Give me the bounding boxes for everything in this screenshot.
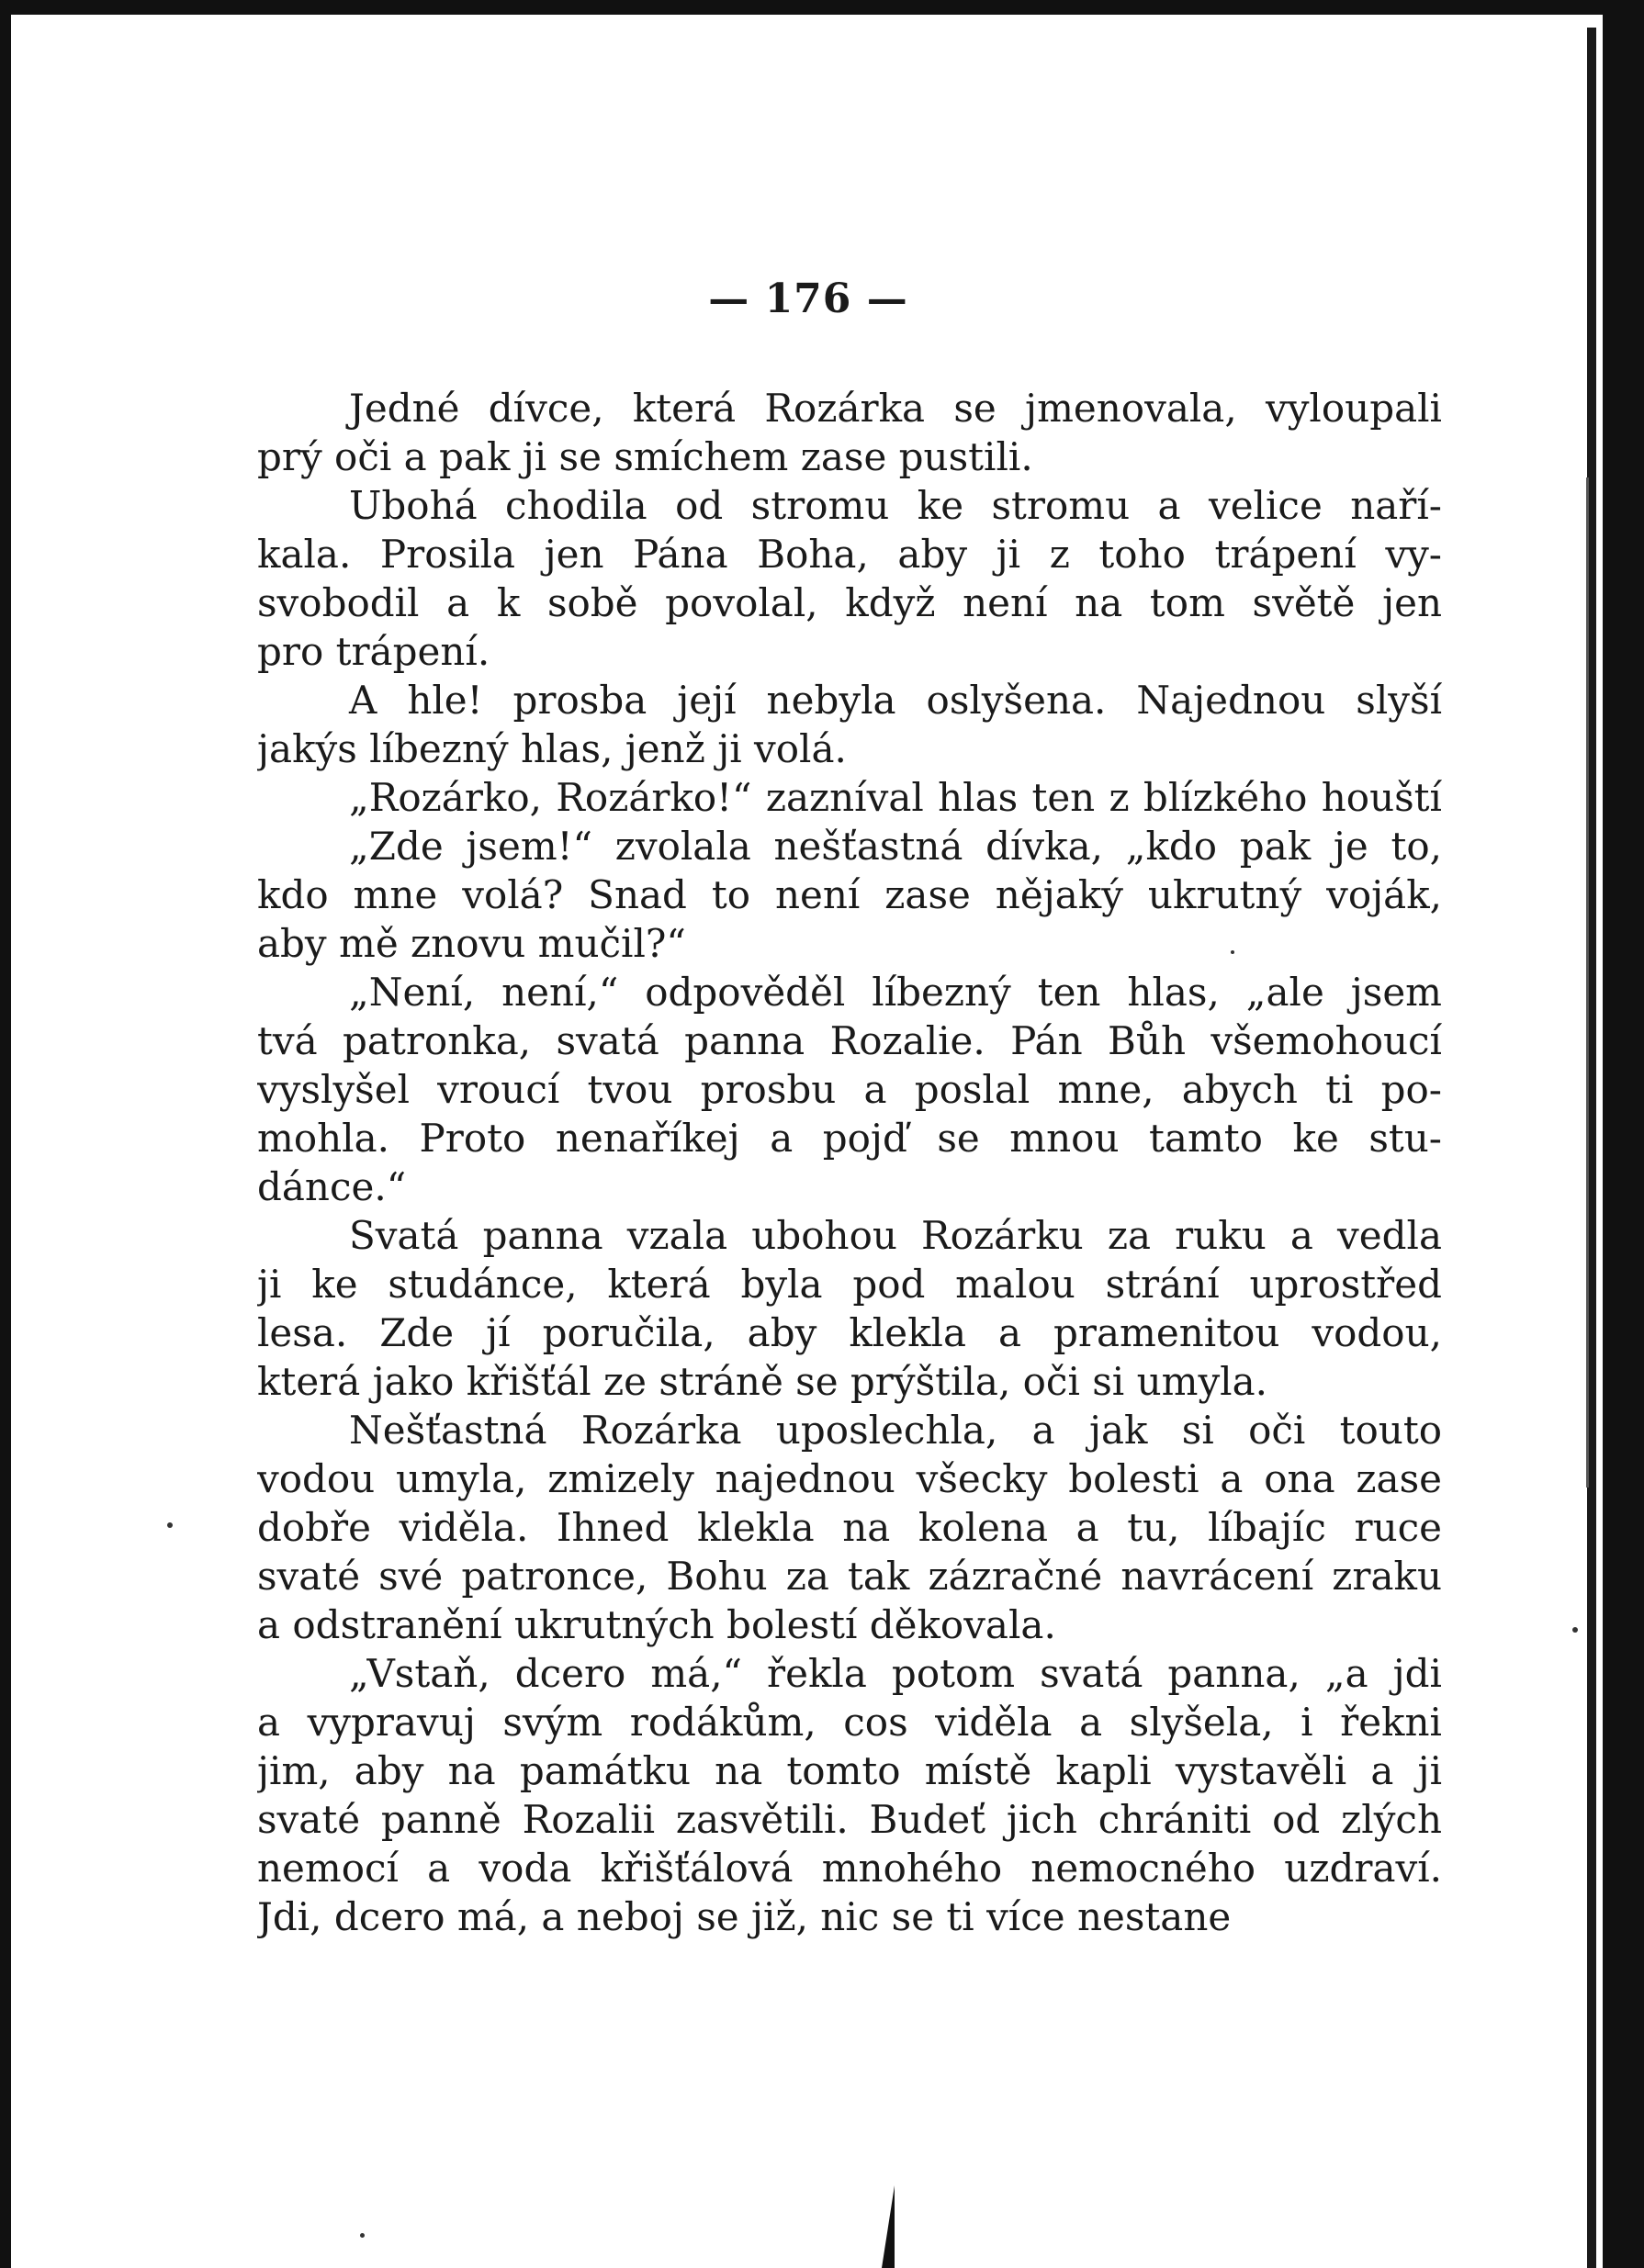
text-line: A hle! prosba její nebyla oslyšena. Najednou slyší (349, 678, 1442, 723)
text-line: lesa. Zde jí poručila, aby klekla a pramenitou vodou, (257, 1310, 1442, 1355)
text-line: „Není, není,“ odpověděl líbezný ten hlas, „ale jsem (349, 970, 1442, 1015)
text-line: jakýs líbezný hlas, jenž ji volá. (257, 726, 847, 771)
text-line: „Rozárko, Rozárko!“ zazníval hlas ten z blízkého houští (349, 775, 1442, 820)
text-line: Svatá panna vzala ubohou Rozárku za ruku a vedla (349, 1213, 1442, 1258)
text-line: Ubohá chodila od stromu ke stromu a velice naří- (349, 483, 1442, 528)
text-line: Jedné dívce, která Rozárka se jmenovala, vyloupali (349, 386, 1442, 431)
scan-edge-left (0, 0, 11, 2268)
text-line: Jdi, dcero má, a neboj se již, nic se ti více nestane (257, 1894, 1232, 1939)
text-line: a vypravuj svým rodákům, cos viděla a slyšela, i řekni (257, 1700, 1442, 1745)
text-line: jim, aby na památku na tomto místě kapli vystavěli a ji (257, 1748, 1442, 1793)
text-line: svaté své patronce, Bohu za tak zázračné navrácení zraku (257, 1554, 1442, 1599)
text-line: vodou umyla, zmizely najednou všecky bolesti a ona zase (257, 1456, 1442, 1501)
text-line: pro trápení. (257, 629, 490, 674)
text-line: a odstranění ukrutných bolestí děkovala. (257, 1602, 1056, 1647)
text-line: svobodil a k sobě povolal, když není na tom světě jen (257, 580, 1442, 625)
scan-speck (1572, 1627, 1578, 1633)
text-line: vyslyšel vroucí tvou prosbu a poslal mne, abych ti po- (257, 1067, 1442, 1112)
page-number: — 176 — (708, 275, 908, 322)
scan-edge-right (1603, 0, 1644, 2268)
text-line: která jako křišťál ze stráně se prýštila, oči si umyla. (257, 1359, 1267, 1404)
text-line: kdo mne volá? Snad to není zase nějaký ukrutný voják, (257, 872, 1442, 917)
body-text (257, 384, 1442, 1941)
text-line: „Zde jsem!“ zvolala nešťastná dívka, „kdo pak je to, (349, 824, 1442, 869)
scan-speck (1231, 950, 1234, 954)
scan-edge-top (0, 0, 1644, 15)
text-line: dánce.“ (257, 1164, 407, 1209)
text-line: kala. Prosila jen Pána Boha, aby ji z toho trápení vy- (257, 532, 1442, 577)
scan-speck (167, 1522, 173, 1528)
page-fold-line (1586, 477, 1589, 1488)
text-line: Nešťastná Rozárka uposlechla, a jak si oči touto (349, 1408, 1442, 1453)
text-line: „Vstaň, dcero má,“ řekla potom svatá panna, „a jdi (349, 1651, 1442, 1696)
text-line: prý oči a pak ji se smíchem zase pustili. (257, 434, 1033, 479)
scan-speck (360, 2233, 365, 2238)
text-line: aby mě znovu mučil?“ (257, 921, 686, 966)
text-line: ji ke studánce, která byla pod malou strání uprostřed (257, 1262, 1442, 1307)
text-line: mohla. Proto nenaříkej a pojď se mnou tamto ke stu- (257, 1116, 1442, 1161)
text-line: nemocí a voda křišťálová mnohého nemocného uzdraví. (257, 1846, 1442, 1891)
text-line: tvá patronka, svatá panna Rozalie. Pán Bůh všemohoucí (257, 1018, 1442, 1063)
scan-artifact-mark (882, 2185, 895, 2268)
text-line: dobře viděla. Ihned klekla na kolena a tu, líbajíc ruce (257, 1505, 1442, 1550)
text-line: svaté panně Rozalii zasvětili. Budeť jich chrániti od zlých (257, 1797, 1442, 1842)
